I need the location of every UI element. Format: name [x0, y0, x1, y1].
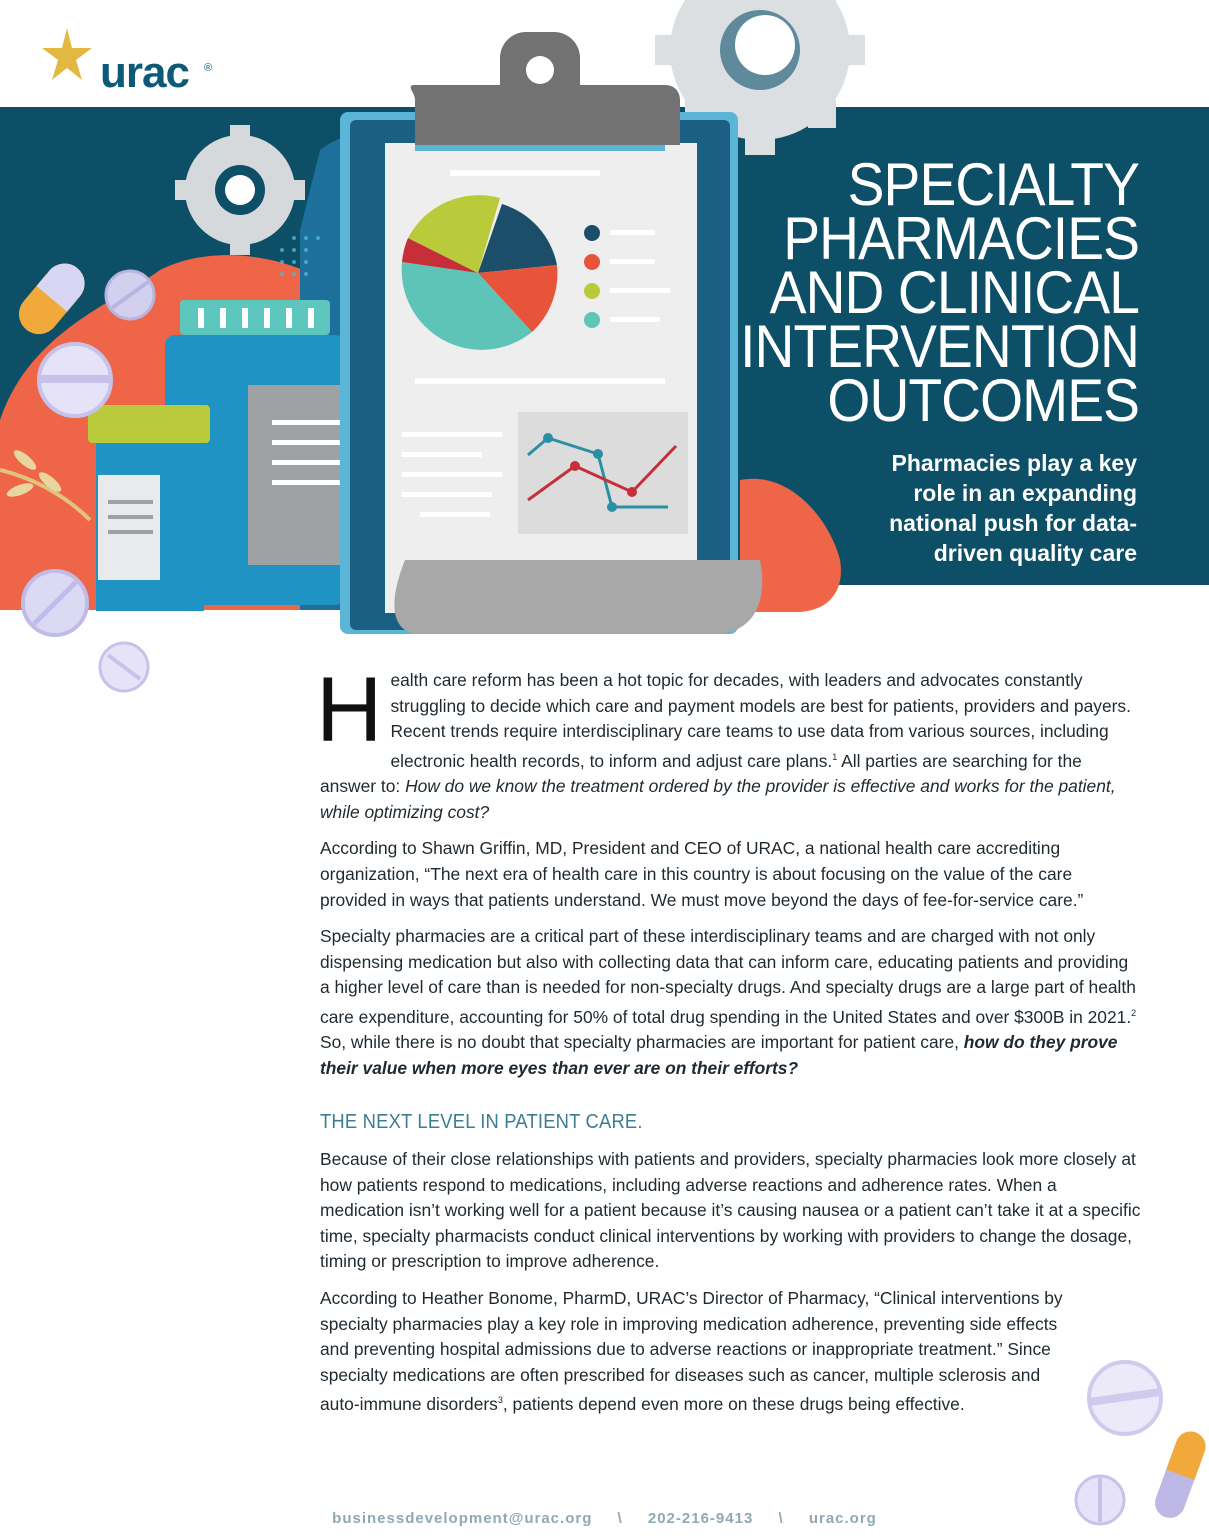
- footer: [0, 1510, 1209, 1527]
- footer-phone-link[interactable]: 202-216-9413: [647, 1510, 754, 1527]
- question-italic: How do we know the treatment ordered by the provider is effective and works for the patient, while optimizing cost?: [320, 776, 1116, 822]
- logo-wordmark: urac: [100, 48, 189, 97]
- question-bold: how do they prove their value when more eyes than ever are on their efforts?: [320, 1032, 1118, 1078]
- subtitle-line: role in an expanding: [913, 480, 1137, 506]
- paragraph-specialty: [320, 924, 1142, 1081]
- footnote-ref: 1: [832, 751, 838, 762]
- page-title: [707, 151, 1139, 434]
- paragraph-intro: [316, 659, 1142, 825]
- title-line: PHARMACIES: [783, 205, 1139, 272]
- subtitle: [807, 448, 1137, 568]
- paragraph-quote-griffin: According to Shawn Griffin, MD, President and CEO of URAC, a national health care accrediting organization, “The next era of health care in this country is about focusing on the value of the care provided in ways that patients understand. We must move beyond the days of fee-for-service care.”: [320, 838, 1084, 910]
- footer-website-link[interactable]: urac.org: [808, 1510, 877, 1527]
- drop-cap: H: [316, 659, 383, 761]
- section-heading: THE NEXT LEVEL IN PATIENT CARE.: [320, 1110, 643, 1133]
- footnote-ref: 3: [497, 1395, 503, 1406]
- paragraph-text: So, while there is no doubt that specialty pharmacies are important for patient care,: [320, 1032, 964, 1053]
- footer-email-link[interactable]: businessdevelopment@urac.org: [332, 1510, 593, 1527]
- paragraph-text: , patients depend even more on these drugs being effective.: [502, 1394, 965, 1415]
- paragraph-text: Specialty pharmacies are a critical part of these interdisciplinary teams and are charged with not only dispensing medication but also with collecting data that can inform care, educating patients and providing a higher level of care than is needed for non-specialty drugs. And specialty drugs are a large part of health care expenditure, accounting for 50% of total drug spending in the United States and over $300B in 2021.: [320, 926, 1136, 1027]
- article-body: [316, 659, 1142, 1429]
- subtitle-line: Pharmacies play a key: [891, 450, 1137, 476]
- paragraph-text: All parties are searching for the answer to:: [320, 750, 1082, 797]
- paragraph-quote-bonome: [320, 1286, 1080, 1418]
- footnote-ref: 2: [1131, 1007, 1137, 1018]
- registered-mark: ®: [204, 62, 213, 74]
- title-line: OUTCOMES: [827, 367, 1139, 434]
- subtitle-line: national push for data-: [889, 510, 1137, 536]
- footer-separator: \: [617, 1510, 623, 1527]
- gear-icon-small: [175, 125, 305, 255]
- paragraph-text: According to Heather Bonome, PharmD, URAC’s Director of Pharmacy, “Clinical interventions by specialty pharmacies play a key role in improving medication adherence, preventing side effects and preventing hospital admissions due to adverse reactions or inappropriate treatment.” Since specialty medications are often prescribed for diseases such as cancer, multiple sclerosis and auto-immune disorders: [320, 1288, 1063, 1415]
- pill-icon: [106, 271, 154, 319]
- title-line: AND CLINICAL: [769, 259, 1139, 326]
- footer-separator: \: [778, 1510, 784, 1527]
- paragraph-relationships: Because of their close relationships with patients and providers, specialty pharmacies look more closely at how patients respond to medications, including adverse reactions and adherence rates. When a medication isn’t working well for a patient because it’s causing nausea or a patient can’t take it at a specific time, specialty pharmacists conduct clinical interventions by working with providers to change the dosage, timing or prescription to improve adherence.: [320, 1149, 1141, 1272]
- title-line: SPECIALTY: [847, 151, 1139, 218]
- title-line: INTERVENTION: [740, 313, 1139, 380]
- subtitle-line: driven quality care: [933, 540, 1137, 566]
- paragraph-text: ealth care reform has been a hot topic for decades, with leaders and advocates constantly struggling to decide which care and payment models are best for patients, providers and payers. Recent trends require interdisciplinary care teams to use data from various sources, including electronic health records, to inform and adjust care plans.: [390, 670, 1131, 771]
